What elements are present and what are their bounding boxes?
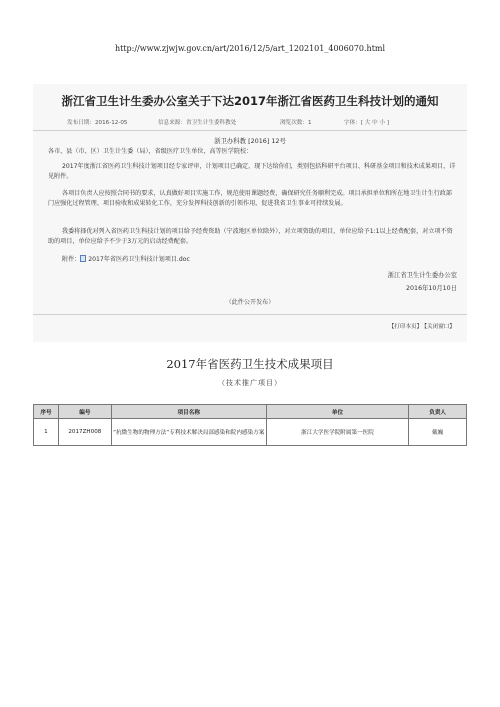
word-doc-icon <box>80 255 86 262</box>
attachment <box>62 254 190 263</box>
signature-org: 浙江省卫生计生委办公室 <box>387 272 457 279</box>
project-title: 2017年省医药卫生技术成果项目 <box>166 357 334 371</box>
publish-date: 发布日期：2016-12-05 <box>67 120 128 126</box>
close-window-link[interactable]: 【关闭窗口】 <box>424 324 455 330</box>
project-subtitle: （技术推广项目） <box>218 379 282 387</box>
meta-divider <box>33 130 467 131</box>
page-actions <box>387 322 455 330</box>
font-size-control[interactable]: 字体：[ 大 中 小 ] <box>344 120 390 126</box>
table-row <box>34 419 467 446</box>
header-code: 编号 <box>58 405 111 419</box>
attachment-link[interactable]: 2017年省医药卫生科技计划项目.doc <box>88 256 190 263</box>
cell-leader: 戴巍 <box>409 419 467 446</box>
cell-code: 2017ZH008 <box>58 419 111 446</box>
notice-panel <box>33 84 467 342</box>
header-leader: 负责人 <box>409 405 467 419</box>
attachment-label: 附件： <box>62 256 81 263</box>
cell-project-name: “抗微生物的物理方法”专利技术解决局部感染和院内感染方案 <box>111 419 266 446</box>
table-header-row <box>34 405 467 419</box>
project-table <box>33 404 467 446</box>
header-project-name: 项目名称 <box>111 405 266 419</box>
paragraph-2: 各项目负责人应按照合同书的要求，认真做好项目实施工作，规范使用课题经费，确保研究任务顺利完成。项目承担单位和所在地卫生计生行政部门应强化过程管理、项目验收和成果转化工作，充分发挥科技创新的引领作用，促进我省卫生事业可持续发展。 <box>48 190 452 208</box>
info-source: 信息来源：省卫生计生委科教处 <box>158 120 237 126</box>
public-note: （此件公开发布） <box>225 299 275 306</box>
bottom-divider <box>33 314 467 315</box>
recipients: 各市、县（市、区）卫生计生委（局），省级医疗卫生单位，高等医学院校： <box>48 148 253 155</box>
document-number: 浙卫办科教 [2016] 12号 <box>214 137 286 145</box>
cell-index: 1 <box>34 419 59 446</box>
header-index: 序号 <box>34 405 59 419</box>
signature-date: 2016年10月10日 <box>406 285 457 292</box>
print-link[interactable]: 【打印本页】 <box>388 324 423 330</box>
header-unit: 单位 <box>266 405 409 419</box>
notice-title: 浙江省卫生计生委办公室关于下达2017年浙江省医药卫生科技计划的通知 <box>61 94 439 108</box>
cell-unit: 浙江大学医学院附属第一医院 <box>266 419 409 446</box>
paragraph-1: 2017年度浙江省医药卫生科技计划项目经专家评审，计划项目已确定，现下达给你们，类别包括科研平台项目、科研基金项目和技术成果项目，详见附件。 <box>48 163 456 181</box>
page-url: http://www.zjwjw.gov.cn/art/2016/12/5/art_1202101_4006070.html <box>114 44 386 53</box>
view-count: 浏览次数：1 <box>280 120 312 126</box>
paragraph-3: 我委将择优对列入省医药卫生科技计划的项目给予经费资助（宁波地区单位除外），对立项资助的项目，单位应给予1:1以上经费配套，对立项不资助的项目，单位应给予不少于3万元的启动经费配套。 <box>48 228 453 246</box>
